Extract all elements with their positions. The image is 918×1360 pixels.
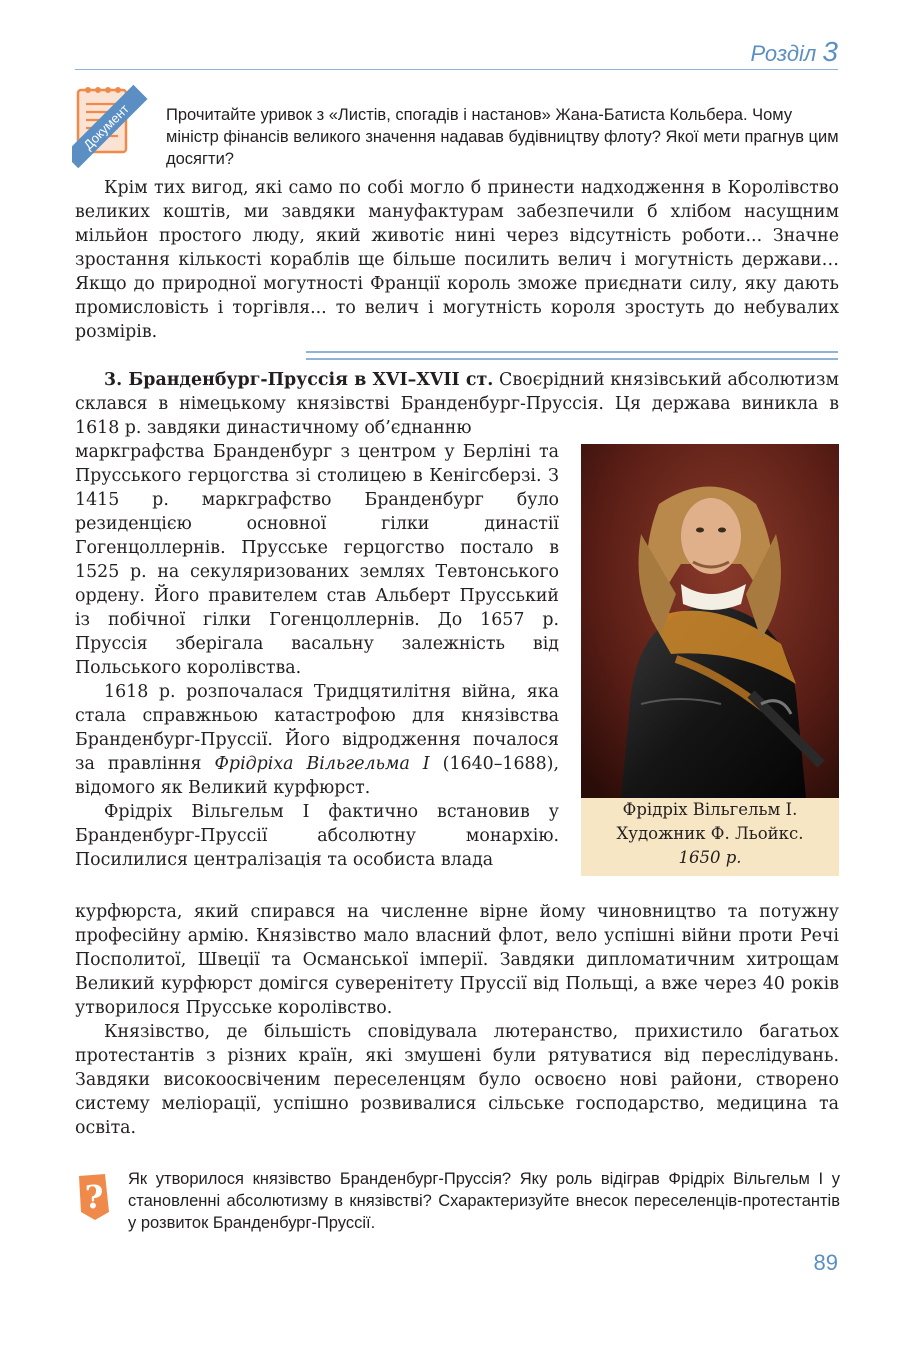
bottom-text [75, 900, 839, 1140]
paragraph-3-continued: курфюрста, який спирався на численне вірне йому чиновництво та потужну професійну армію. Князівство мало власний флот, вело успішні війни проти Речі Посполитої, Швеції та Османської імперії. Завдяки дипломатичним хитрощам Великий курфюрст домігся суверенітету Пруссії від Польщі, а вже через 40 років утворилося Прусське королівство. [75, 902, 839, 1018]
quote-end-divider [306, 351, 838, 360]
paragraph-1: маркграфства Бранденбург з центром у Берліні та Прусського герцогства зі столицею в Кенігсберзі. З 1415 р. маркграфство Бранденбург було резиденцією основної гілки династії Гогенцоллернів. Прусське герцогство постало в 1525 р. на секуляризованих землях Тевтонського ордену. Його правителем став Альберт Прусський із побічної гілки Гогенцоллернів. До 1657 р. Пруссія зберігала васальну залежність від Польського королівства. [75, 442, 559, 678]
caption-name: Фрідріх Вільгельм I. [622, 800, 798, 819]
section-lead: Своєрідний князівський абсолютизм склався в німецькому князівстві Бранденбург-Пруссія. Ця держава виникла в 1618 р. завдяки династичному об’єднанню [75, 370, 839, 438]
document-quote [75, 176, 839, 344]
paragraph-4: Князівство, де більшість сповідувала лютеранство, прихистило багатьох протестантів з різних країн, які змушені були рятуватися від переслідувань. Завдяки високоосвіченим переселенцям було освоєно нові райони, створено систему меліорації, успішно розвивалися сільське господарство, медицина та освіта. [75, 1022, 839, 1138]
ruler-name: Фрідріха Вільгельма I [214, 754, 430, 774]
section-intro [75, 368, 839, 440]
section-title: 3. Бранденбург-Пруссія в XVI–XVII ст. [104, 370, 494, 390]
page-number: 89 [813, 1250, 838, 1275]
portrait-figure [581, 444, 839, 876]
quote-text: Крім тих вигод, які само по собі могло б принести надходження в Королівство великих коштів, ми завдяки мануфактурам забезпечили б хлібом насущним мільйон простого люду, який животіє нині через відсутність роботи... Значне зростання кількості кораблів ще більше посилить велич і могутність держави… Якщо до природної могутності Франції король зможе приєднати силу, яку дають промисловість і торгівля... то велич і могутність короля зростуть до небувалих розмірів. [75, 178, 839, 342]
caption-artist: Художник Ф. Льойкс. [616, 824, 804, 843]
header-divider [75, 69, 838, 70]
document-intro: Прочитайте уривок з «Листів, спогадів і настанов» Жана-Батиста Кольбера. Чому міністр фінансів великого значення надавав будівництву флоту? Якої мети прагнув цим досягти? [166, 106, 839, 168]
section-word: Розділ [750, 41, 817, 66]
left-column [75, 440, 559, 872]
paragraph-2: 1618 р. розпочалася Тридцятилітня війна, яка стала справжньою катастрофою для князівства Бранденбург-Пруссії. Його відродження почалося за правління Фрідріха Вільгельма I (1640–1688), відомого як Великий курфюрст. [75, 682, 559, 798]
document-icon [72, 84, 164, 170]
question-mark-icon [75, 1172, 111, 1222]
portrait-image [581, 444, 839, 798]
svg-text:?: ? [84, 1178, 104, 1216]
review-questions: Як утворилося князівство Бранденбург-Пруссія? Яку роль відіграв Фрідріх Вільгельм I у становленні абсолютизму в князівстві? Схарактеризуйте внесок переселенців-протестантів у розвиток Бранденбург-Пруссії. [128, 1170, 840, 1232]
caption-date: 1650 р. [678, 848, 742, 867]
document-badge-label: Документ [80, 101, 132, 153]
portrait-caption [581, 798, 839, 870]
section-header [750, 36, 838, 68]
section-number: 3 [822, 36, 838, 67]
paragraph-3: Фрідріх Вільгельм I фактично встановив у Бранденбург-Пруссії абсолютну монархію. Посилилися централізація та особиста влада [75, 802, 559, 870]
